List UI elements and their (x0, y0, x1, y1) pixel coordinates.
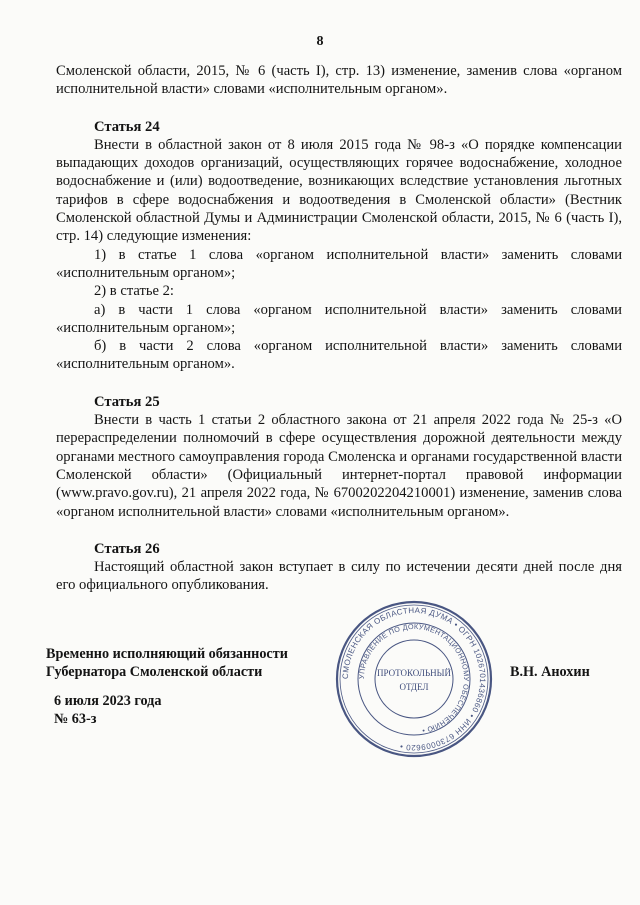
article-25-body: Внести в часть 1 статьи 2 областного закона от 21 апреля 2022 года № 25-з «О перераспределении полномочий в сфере осуществления дорожной деятельности между органами местного самоуправления города Смоленска и органами государственной власти Смоленской области» (Официальный интернет-портал правовой информации (www.pravo.gov.ru), 21 апреля 2022 года, № 6700202204210001) изменение, заменив слова «органом исполнительной власти» словами «исполнительным органом». (56, 412, 622, 520)
article-24-body: Внести в областной закон от 8 июля 2015 года № 98-з «О порядке компенсации выпадающих доходов организаций, осуществляющих горячее водоснабжение, холодное водоснабжение и (или) водоотведение, возникающих вследствие установления льготных тарифов в сфере водоснабжения и водоотведения в Смоленской области» (Вестник Смоленской областной Думы и Администрации Смоленской области, 2015, № 6 (часть I), стр. 14) следующие изменения: (56, 136, 622, 245)
law-date-number (54, 692, 161, 728)
stamp-center-line-2: ОТДЕЛ (399, 682, 429, 692)
article-26-body: Настоящий областной закон вступает в силу по истечении десяти дней после дня его официального опубликования. (56, 559, 622, 594)
intro-paragraph: Смоленской области, 2015, № 6 (часть I), стр. 13) изменение, заменив слова «органом исполнительной власти» словами «исполнительным органом». (56, 63, 622, 98)
document-body (56, 62, 622, 595)
stamp-inner-ring-text: УПРАВЛЕНИЕ ПО ДОКУМЕНТАЦИОННОМУ ОБЕСПЕЧЕНИЮ • (356, 621, 472, 736)
article-24-item-1: 1) в статье 1 слова «органом исполнительной власти» заменить словами «исполнительным органом»; (56, 246, 622, 281)
law-date: 6 июля 2023 года (54, 693, 162, 709)
signatory-position (46, 645, 288, 681)
article-25-heading: Статья 25 (94, 393, 160, 410)
article-24-item-2a: а) в части 1 слова «органом исполнительной власти» заменить словами «исполнительным органом»; (56, 301, 622, 336)
article-24-item-2b: б) в части 2 слова «органом исполнительной власти» заменить словами «исполнительным органом». (56, 338, 622, 373)
article-26-heading: Статья 26 (94, 540, 160, 557)
signatory-position-line-2: Губернатора Смоленской области (46, 664, 263, 680)
page-number: 8 (316, 34, 324, 49)
signatory-name: В.Н. Анохин (510, 664, 590, 680)
article-24-item-2: 2) в статье 2: (94, 283, 174, 300)
article-24-heading: Статья 24 (94, 118, 160, 135)
law-number: № 63-з (54, 711, 97, 727)
signatory-position-line-1: Временно исполняющий обязанности (46, 646, 288, 662)
stamp-outer-ring-text: СМОЛЕНСКАЯ ОБЛАСТНАЯ ДУМА • ОГРН 1026701436860 • ИНН 6730009620 • (340, 605, 488, 753)
official-seal-stamp (333, 598, 495, 760)
stamp-center-line-1: ПРОТОКОЛЬНЫЙ (377, 668, 451, 678)
